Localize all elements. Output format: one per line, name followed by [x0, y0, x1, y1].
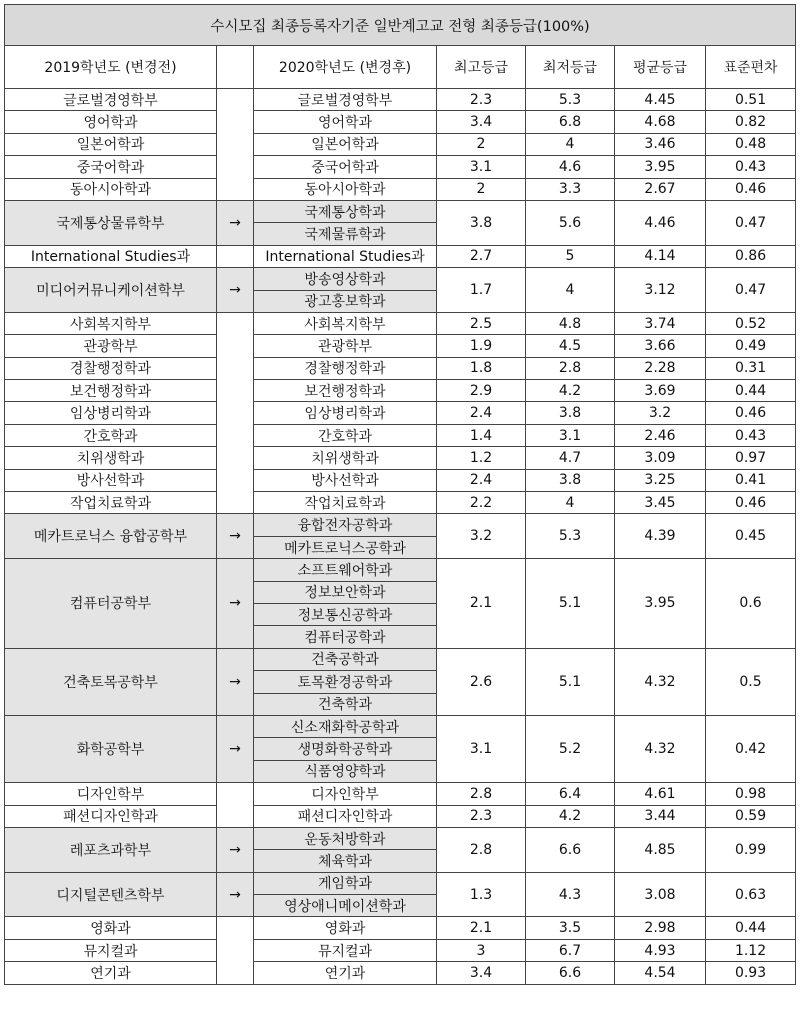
new-dept: International Studies과 [254, 245, 437, 267]
prev-dept: 작업치료학과 [5, 492, 217, 514]
arrow-spacer [217, 783, 254, 805]
prev-dept: 컴퓨터공학부 [5, 559, 217, 649]
header-arrow-spacer [217, 46, 254, 89]
table-row [5, 178, 796, 200]
avg-grade: 3.09 [615, 447, 706, 469]
new-dept: 디자인학부 [254, 783, 437, 805]
min-grade: 3.8 [526, 402, 615, 424]
avg-grade: 4.61 [615, 783, 706, 805]
min-grade: 4 [526, 492, 615, 514]
max-grade: 3.2 [437, 514, 526, 559]
table-row [5, 133, 796, 155]
table-row [5, 357, 796, 379]
new-dept: 생명화학공학과 [254, 738, 437, 760]
new-dept: 간호학과 [254, 424, 437, 446]
arrow-spacer [217, 312, 254, 334]
table-row [5, 312, 796, 334]
std-dev: 0.63 [706, 872, 796, 917]
new-dept: 건축공학과 [254, 648, 437, 670]
new-dept: 영상애니메이션학과 [254, 895, 437, 917]
arrow-spacer [217, 357, 254, 379]
std-dev: 0.43 [706, 156, 796, 178]
table-title: 수시모집 최종등록자기준 일반계고교 전형 최종등급(100%) [5, 5, 796, 46]
arrow-spacer [217, 424, 254, 446]
new-dept: 연기과 [254, 962, 437, 984]
new-dept: 중국어학과 [254, 156, 437, 178]
prev-dept: 동아시아학과 [5, 178, 217, 200]
new-dept: 국제물류학과 [254, 223, 437, 245]
max-grade: 3.1 [437, 715, 526, 782]
max-grade: 2.4 [437, 402, 526, 424]
std-dev: 0.97 [706, 447, 796, 469]
table-row [5, 805, 796, 827]
std-dev: 0.51 [706, 89, 796, 111]
std-dev: 0.45 [706, 514, 796, 559]
prev-dept: 연기과 [5, 962, 217, 984]
max-grade: 1.3 [437, 872, 526, 917]
min-grade: 5.1 [526, 559, 615, 649]
table-row [5, 783, 796, 805]
std-dev: 0.46 [706, 492, 796, 514]
arrow-spacer [217, 917, 254, 939]
std-dev: 0.47 [706, 200, 796, 245]
prev-dept: 레포츠과학부 [5, 827, 217, 872]
prev-dept: 사회복지학부 [5, 312, 217, 334]
avg-grade: 4.39 [615, 514, 706, 559]
prev-dept: 디자인학부 [5, 783, 217, 805]
avg-grade: 3.45 [615, 492, 706, 514]
grade-table [4, 4, 796, 985]
max-grade: 2 [437, 178, 526, 200]
prev-dept: 미디어커뮤니케이션학부 [5, 268, 217, 313]
min-grade: 4.2 [526, 380, 615, 402]
max-grade: 1.8 [437, 357, 526, 379]
std-dev: 0.46 [706, 402, 796, 424]
new-dept: 식품영양학과 [254, 760, 437, 782]
arrow-spacer [217, 469, 254, 491]
prev-dept: 치위생학과 [5, 447, 217, 469]
avg-grade: 4.93 [615, 939, 706, 961]
avg-grade: 3.2 [615, 402, 706, 424]
avg-grade: 3.69 [615, 380, 706, 402]
prev-dept: 보건행정학과 [5, 380, 217, 402]
std-dev: 0.46 [706, 178, 796, 200]
table-row [5, 447, 796, 469]
table-row [5, 89, 796, 111]
max-grade: 2.2 [437, 492, 526, 514]
table-row [5, 962, 796, 984]
std-dev: 0.41 [706, 469, 796, 491]
new-dept: 경찰행정학과 [254, 357, 437, 379]
std-dev: 0.99 [706, 827, 796, 872]
prev-dept: 패션디자인학과 [5, 805, 217, 827]
max-grade: 1.2 [437, 447, 526, 469]
avg-grade: 3.95 [615, 156, 706, 178]
new-dept: 국제통상학과 [254, 200, 437, 222]
prev-dept: 메카트로닉스 융합공학부 [5, 514, 217, 559]
arrow-spacer [217, 962, 254, 984]
change-arrow: → [217, 200, 254, 245]
max-grade: 2.6 [437, 648, 526, 715]
prev-dept: 영화과 [5, 917, 217, 939]
arrow-spacer [217, 402, 254, 424]
avg-grade: 3.95 [615, 559, 706, 649]
arrow-spacer [217, 939, 254, 961]
min-grade: 5.3 [526, 514, 615, 559]
change-arrow: → [217, 648, 254, 715]
avg-grade: 2.46 [615, 424, 706, 446]
table-row [5, 492, 796, 514]
table-row [5, 245, 796, 267]
std-dev: 0.49 [706, 335, 796, 357]
max-grade: 2.7 [437, 245, 526, 267]
prev-dept: 뮤지컬과 [5, 939, 217, 961]
min-grade: 4 [526, 268, 615, 313]
arrow-spacer [217, 492, 254, 514]
max-grade: 2.1 [437, 559, 526, 649]
std-dev: 0.43 [706, 424, 796, 446]
change-arrow: → [217, 514, 254, 559]
new-dept: 게임학과 [254, 872, 437, 894]
min-grade: 4.5 [526, 335, 615, 357]
new-dept: 영어학과 [254, 111, 437, 133]
avg-grade: 3.44 [615, 805, 706, 827]
new-dept: 관광학부 [254, 335, 437, 357]
min-grade: 4.2 [526, 805, 615, 827]
change-arrow: → [217, 827, 254, 872]
avg-grade: 4.46 [615, 200, 706, 245]
arrow-spacer [217, 89, 254, 111]
avg-grade: 4.45 [615, 89, 706, 111]
new-dept: 컴퓨터공학과 [254, 626, 437, 648]
header-max-grade: 최고등급 [437, 46, 526, 89]
std-dev: 0.93 [706, 962, 796, 984]
arrow-spacer [217, 111, 254, 133]
new-dept: 신소재화학공학과 [254, 715, 437, 737]
new-dept: 건축학과 [254, 693, 437, 715]
avg-grade: 3.66 [615, 335, 706, 357]
prev-dept: 간호학과 [5, 424, 217, 446]
new-dept: 영화과 [254, 917, 437, 939]
new-dept: 융합전자공학과 [254, 514, 437, 536]
avg-grade: 3.46 [615, 133, 706, 155]
prev-dept: 관광학부 [5, 335, 217, 357]
prev-dept: 디지털콘텐츠학부 [5, 872, 217, 917]
max-grade: 2 [437, 133, 526, 155]
avg-grade: 2.98 [615, 917, 706, 939]
arrow-spacer [217, 447, 254, 469]
min-grade: 3.8 [526, 469, 615, 491]
max-grade: 3 [437, 939, 526, 961]
table-row [5, 335, 796, 357]
min-grade: 4.7 [526, 447, 615, 469]
avg-grade: 4.14 [615, 245, 706, 267]
prev-dept: 경찰행정학과 [5, 357, 217, 379]
std-dev: 0.59 [706, 805, 796, 827]
avg-grade: 4.32 [615, 648, 706, 715]
table-row [5, 268, 796, 290]
new-dept: 운동처방학과 [254, 827, 437, 849]
min-grade: 5.6 [526, 200, 615, 245]
new-dept: 사회복지학부 [254, 312, 437, 334]
table-row [5, 559, 796, 581]
std-dev: 0.42 [706, 715, 796, 782]
max-grade: 1.7 [437, 268, 526, 313]
table-row [5, 827, 796, 849]
std-dev: 0.44 [706, 917, 796, 939]
table-row [5, 872, 796, 894]
change-arrow: → [217, 268, 254, 313]
table-row [5, 917, 796, 939]
table-row [5, 200, 796, 222]
avg-grade: 4.85 [615, 827, 706, 872]
min-grade: 4.6 [526, 156, 615, 178]
new-dept: 패션디자인학과 [254, 805, 437, 827]
header-prev-year: 2019학년도 (변경전) [5, 46, 217, 89]
min-grade: 6.7 [526, 939, 615, 961]
avg-grade: 4.32 [615, 715, 706, 782]
new-dept: 메카트로닉스공학과 [254, 536, 437, 558]
prev-dept: 임상병리학과 [5, 402, 217, 424]
min-grade: 3.5 [526, 917, 615, 939]
min-grade: 5.3 [526, 89, 615, 111]
new-dept: 방사선학과 [254, 469, 437, 491]
std-dev: 0.44 [706, 380, 796, 402]
max-grade: 2.9 [437, 380, 526, 402]
arrow-spacer [217, 156, 254, 178]
max-grade: 1.9 [437, 335, 526, 357]
avg-grade: 2.28 [615, 357, 706, 379]
min-grade: 5.2 [526, 715, 615, 782]
std-dev: 0.48 [706, 133, 796, 155]
new-dept: 광고홍보학과 [254, 290, 437, 312]
max-grade: 3.1 [437, 156, 526, 178]
min-grade: 6.6 [526, 827, 615, 872]
prev-dept: 영어학과 [5, 111, 217, 133]
min-grade: 6.6 [526, 962, 615, 984]
min-grade: 6.4 [526, 783, 615, 805]
new-dept: 일본어학과 [254, 133, 437, 155]
table-row [5, 648, 796, 670]
prev-dept: 국제통상물류학부 [5, 200, 217, 245]
max-grade: 2.8 [437, 783, 526, 805]
new-dept: 보건행정학과 [254, 380, 437, 402]
avg-grade: 3.12 [615, 268, 706, 313]
std-dev: 0.86 [706, 245, 796, 267]
max-grade: 2.3 [437, 89, 526, 111]
min-grade: 5.1 [526, 648, 615, 715]
avg-grade: 3.74 [615, 312, 706, 334]
min-grade: 4.3 [526, 872, 615, 917]
new-dept: 방송영상학과 [254, 268, 437, 290]
max-grade: 2.5 [437, 312, 526, 334]
max-grade: 3.4 [437, 962, 526, 984]
avg-grade: 3.25 [615, 469, 706, 491]
min-grade: 5 [526, 245, 615, 267]
avg-grade: 4.68 [615, 111, 706, 133]
prev-dept: 건축토목공학부 [5, 648, 217, 715]
std-dev: 0.98 [706, 783, 796, 805]
arrow-spacer [217, 380, 254, 402]
table-row [5, 402, 796, 424]
min-grade: 4 [526, 133, 615, 155]
new-dept: 토목환경공학과 [254, 671, 437, 693]
std-dev: 0.6 [706, 559, 796, 649]
min-grade: 4.8 [526, 312, 615, 334]
max-grade: 2.3 [437, 805, 526, 827]
prev-dept: 중국어학과 [5, 156, 217, 178]
min-grade: 3.3 [526, 178, 615, 200]
prev-dept: 방사선학과 [5, 469, 217, 491]
std-dev: 1.12 [706, 939, 796, 961]
min-grade: 3.1 [526, 424, 615, 446]
new-dept: 체육학과 [254, 850, 437, 872]
prev-dept: 화학공학부 [5, 715, 217, 782]
change-arrow: → [217, 559, 254, 649]
new-dept: 글로벌경영학부 [254, 89, 437, 111]
table-row [5, 715, 796, 737]
new-dept: 임상병리학과 [254, 402, 437, 424]
table-row [5, 380, 796, 402]
new-dept: 작업치료학과 [254, 492, 437, 514]
new-dept: 정보통신공학과 [254, 603, 437, 625]
new-dept: 치위생학과 [254, 447, 437, 469]
max-grade: 2.8 [437, 827, 526, 872]
std-dev: 0.47 [706, 268, 796, 313]
std-dev: 0.31 [706, 357, 796, 379]
header-min-grade: 최저등급 [526, 46, 615, 89]
arrow-spacer [217, 178, 254, 200]
table-row [5, 424, 796, 446]
avg-grade: 4.54 [615, 962, 706, 984]
arrow-spacer [217, 805, 254, 827]
new-dept: 소프트웨어학과 [254, 559, 437, 581]
change-arrow: → [217, 872, 254, 917]
arrow-spacer [217, 335, 254, 357]
prev-dept: 일본어학과 [5, 133, 217, 155]
min-grade: 2.8 [526, 357, 615, 379]
table-body [5, 89, 796, 985]
max-grade: 1.4 [437, 424, 526, 446]
std-dev: 0.52 [706, 312, 796, 334]
prev-dept: 글로벌경영학부 [5, 89, 217, 111]
table-row [5, 514, 796, 536]
arrow-spacer [217, 133, 254, 155]
change-arrow: → [217, 715, 254, 782]
table-row [5, 469, 796, 491]
avg-grade: 3.08 [615, 872, 706, 917]
table-row [5, 111, 796, 133]
arrow-spacer [217, 245, 254, 267]
header-avg-grade: 평균등급 [615, 46, 706, 89]
header-std-dev: 표준편차 [706, 46, 796, 89]
prev-dept: International Studies과 [5, 245, 217, 267]
avg-grade: 2.67 [615, 178, 706, 200]
new-dept: 뮤지컬과 [254, 939, 437, 961]
std-dev: 0.5 [706, 648, 796, 715]
std-dev: 0.82 [706, 111, 796, 133]
max-grade: 2.4 [437, 469, 526, 491]
new-dept: 동아시아학과 [254, 178, 437, 200]
max-grade: 3.8 [437, 200, 526, 245]
table-row [5, 156, 796, 178]
max-grade: 3.4 [437, 111, 526, 133]
table-row [5, 939, 796, 961]
min-grade: 6.8 [526, 111, 615, 133]
max-grade: 2.1 [437, 917, 526, 939]
header-next-year: 2020학년도 (변경후) [254, 46, 437, 89]
new-dept: 정보보안학과 [254, 581, 437, 603]
